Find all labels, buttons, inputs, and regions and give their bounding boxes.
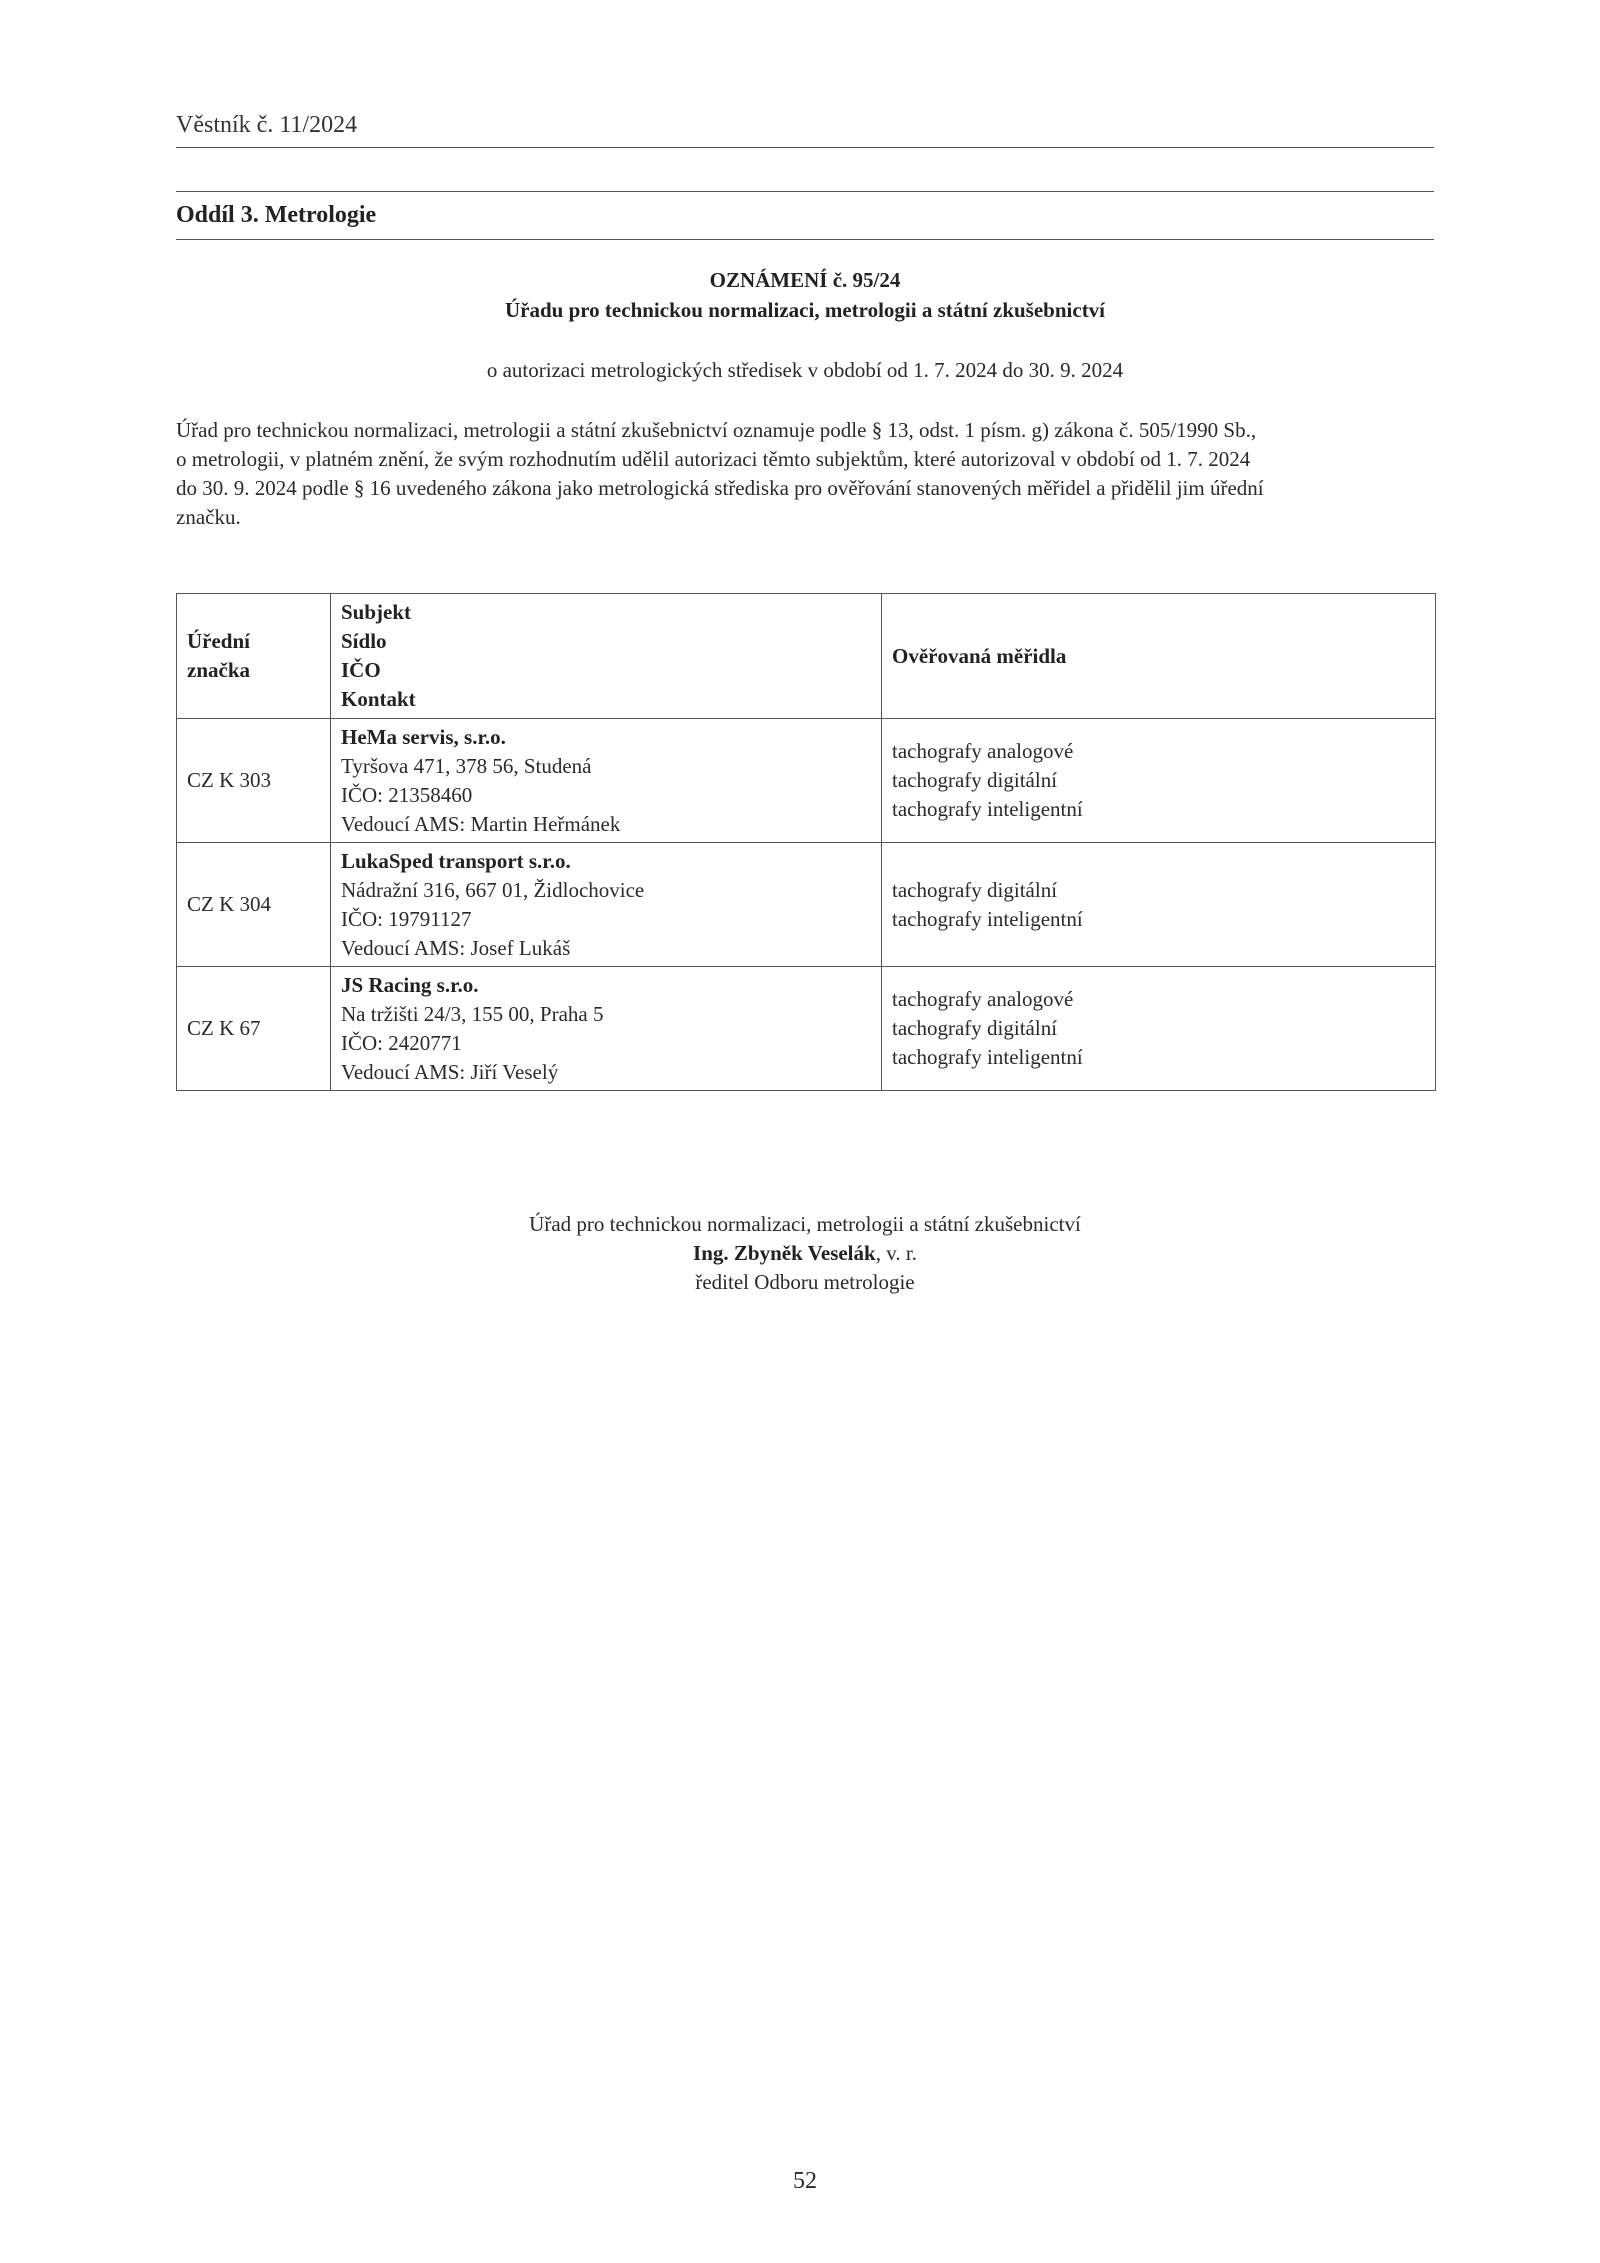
notice-issuer: Úřadu pro technickou normalizaci, metrologii a státní zkušebnictví [504,298,1106,322]
instrument-item: tachografy inteligentní [892,906,1083,931]
instrument-item: tachografy digitální [892,1016,1058,1040]
notice-heading [176,265,1434,325]
instruments-cell [882,967,1436,1091]
table-header-row [177,594,1436,719]
notice-subject: o autorizaci metrologických středisek v období od 1. 7. 2024 do 30. 9. 2024 [486,358,1124,382]
signature-office: Úřad pro technickou normalizaci, metrologii a státní zkušebnictví [529,1212,1081,1236]
intro-line: Úřad pro technickou normalizaci, metrologii a státní zkušebnictví oznamuje podle § 13, odst. 1 písm. g) zákona č. 505/1990 Sb., [176,418,1257,442]
header-subject-line: Subjekt [341,600,412,624]
instruments-cell [882,843,1436,967]
table-row [177,967,1436,1091]
subject-cell [331,719,882,843]
subject-address: Na tržišti 24/3, 155 00, Praha 5 [341,1001,604,1026]
subject-name: JS Racing s.r.o. [341,972,479,997]
instrument-item: tachografy digitální [892,877,1058,902]
authorization-table [176,593,1436,1091]
intro-line: značku. [176,505,241,529]
header-subject-line: Kontakt [341,687,416,711]
intro-line: o metrologii, v platném znění, že svým rozhodnutím udělil autorizaci těmto subjektům, které autorizoval v období od 1. 7. 2024 [176,447,1251,471]
subject-ico: IČO: 19791127 [341,906,472,931]
subject-address: Tyršova 471, 378 56, Studená [341,753,592,778]
subject-ico: IČO: 2420771 [341,1030,462,1055]
intro-line: do 30. 9. 2024 podle § 16 uvedeného zákona jako metrologická střediska pro ověřování stanovených měřidel a přidělil jim úřední [176,476,1264,500]
section-rule-top [176,191,1434,192]
signature-name: Ing. Zbyněk Veselák [693,1241,876,1265]
header-mark-line: Úřední [187,629,250,653]
subject-contact: Vedoucí AMS: Martin Heřmánek [341,811,621,836]
instrument-item: tachografy analogové [892,987,1074,1011]
header-subject [331,594,882,719]
signature-block [176,1210,1434,1297]
instruments-cell [882,719,1436,843]
intro-paragraph [176,416,1434,532]
instrument-item: tachografy inteligentní [892,797,1083,821]
official-mark-cell: CZ K 67 [177,967,331,1091]
section-rule-bottom [176,239,1434,240]
header-instruments: Ověřovaná měřidla [882,594,1436,719]
header-subject-line: IČO [341,658,381,682]
official-mark-cell: CZ K 303 [177,719,331,843]
header-rule [176,147,1434,148]
subject-contact: Vedoucí AMS: Jiří Veselý [341,1059,559,1084]
instrument-item: tachografy inteligentní [892,1045,1083,1069]
subject-ico: IČO: 21358460 [341,782,473,807]
section-title: Oddíl 3. Metrologie [176,202,377,228]
subject-cell [331,967,882,1091]
document-page [176,0,1434,2263]
running-head: Věstník č. 11/2024 [176,112,358,138]
signature-title: ředitel Odboru metrologie [695,1270,915,1294]
official-mark-cell: CZ K 304 [177,843,331,967]
table-row [177,719,1436,843]
header-official-mark [177,594,331,719]
page-number: 52 [793,2168,817,2194]
signature-suffix: , v. r. [875,1241,917,1265]
subject-name: HeMa servis, s.r.o. [341,724,506,749]
signature-name-line [176,1239,1434,1268]
header-mark-line: značka [187,658,250,682]
instrument-item: tachografy digitální [892,768,1058,792]
subject-cell [331,843,882,967]
subject-address: Nádražní 316, 667 01, Židlochovice [341,877,645,902]
subject-name: LukaSped transport s.r.o. [341,848,571,873]
notice-number: OZNÁMENÍ č. 95/24 [709,268,901,292]
table-row [177,843,1436,967]
header-subject-line: Sídlo [341,629,387,653]
subject-contact: Vedoucí AMS: Josef Lukáš [341,935,571,960]
instrument-item: tachografy analogové [892,739,1074,763]
